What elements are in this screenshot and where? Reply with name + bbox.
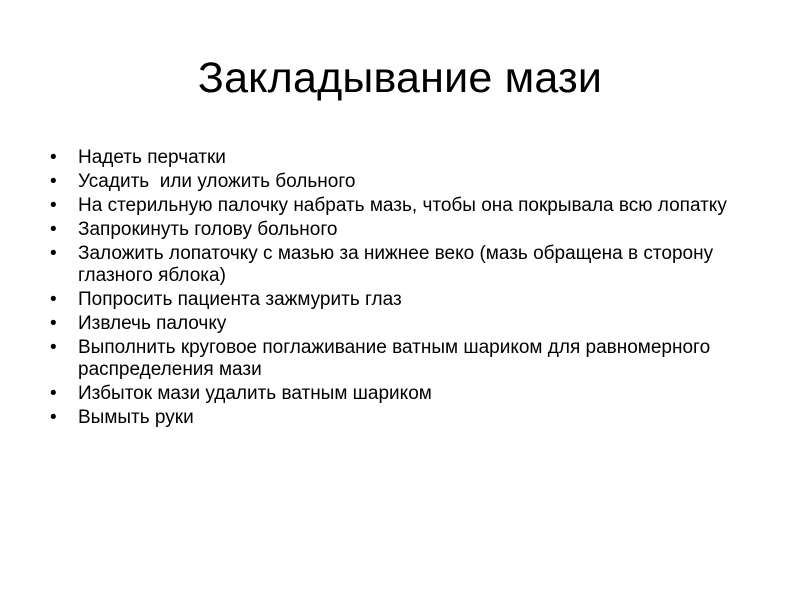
list-item	[50, 171, 750, 193]
bullet-icon: •	[50, 195, 57, 216]
list-item-text: Попросить пациента зажмурить глаз	[78, 289, 402, 310]
list-item-text: Избыток мази удалить ватным шариком	[78, 383, 432, 404]
slide-title: Закладывание мази	[197, 54, 603, 102]
list-item	[50, 407, 750, 429]
bullet-icon: •	[50, 289, 57, 310]
list-item	[50, 243, 750, 287]
list-item-text: Заложить лопаточку с мазью за нижнее веко (мазь обращена в сторону глазного яблока)	[78, 243, 714, 286]
bullet-icon: •	[50, 219, 57, 240]
list-item	[50, 195, 750, 217]
bullet-icon: •	[50, 243, 57, 264]
list-item	[50, 337, 750, 381]
bullet-icon: •	[50, 171, 57, 192]
bullet-icon: •	[50, 313, 57, 334]
list-item-text: Надеть перчатки	[78, 147, 226, 168]
list-item-text: На стерильную палочку набрать мазь, чтобы она покрывала всю лопатку	[78, 195, 727, 216]
bullet-list	[50, 147, 750, 431]
bullet-icon: •	[50, 337, 57, 358]
list-item-text: Запрокинуть голову больного	[78, 219, 338, 240]
list-item-text: Извлечь палочку	[78, 313, 227, 334]
list-item-text: Выполнить круговое поглаживание ватным шариком для равномерного распределения мази	[78, 337, 711, 380]
list-item	[50, 289, 750, 311]
list-item-text: Усадить или уложить больного	[78, 171, 356, 192]
bullet-icon: •	[50, 147, 57, 168]
list-item	[50, 313, 750, 335]
list-item	[50, 383, 750, 405]
list-item	[50, 147, 750, 169]
bullet-icon: •	[50, 383, 57, 404]
bullet-icon: •	[50, 407, 57, 428]
list-item	[50, 219, 750, 241]
list-item-text: Вымыть руки	[78, 407, 194, 428]
